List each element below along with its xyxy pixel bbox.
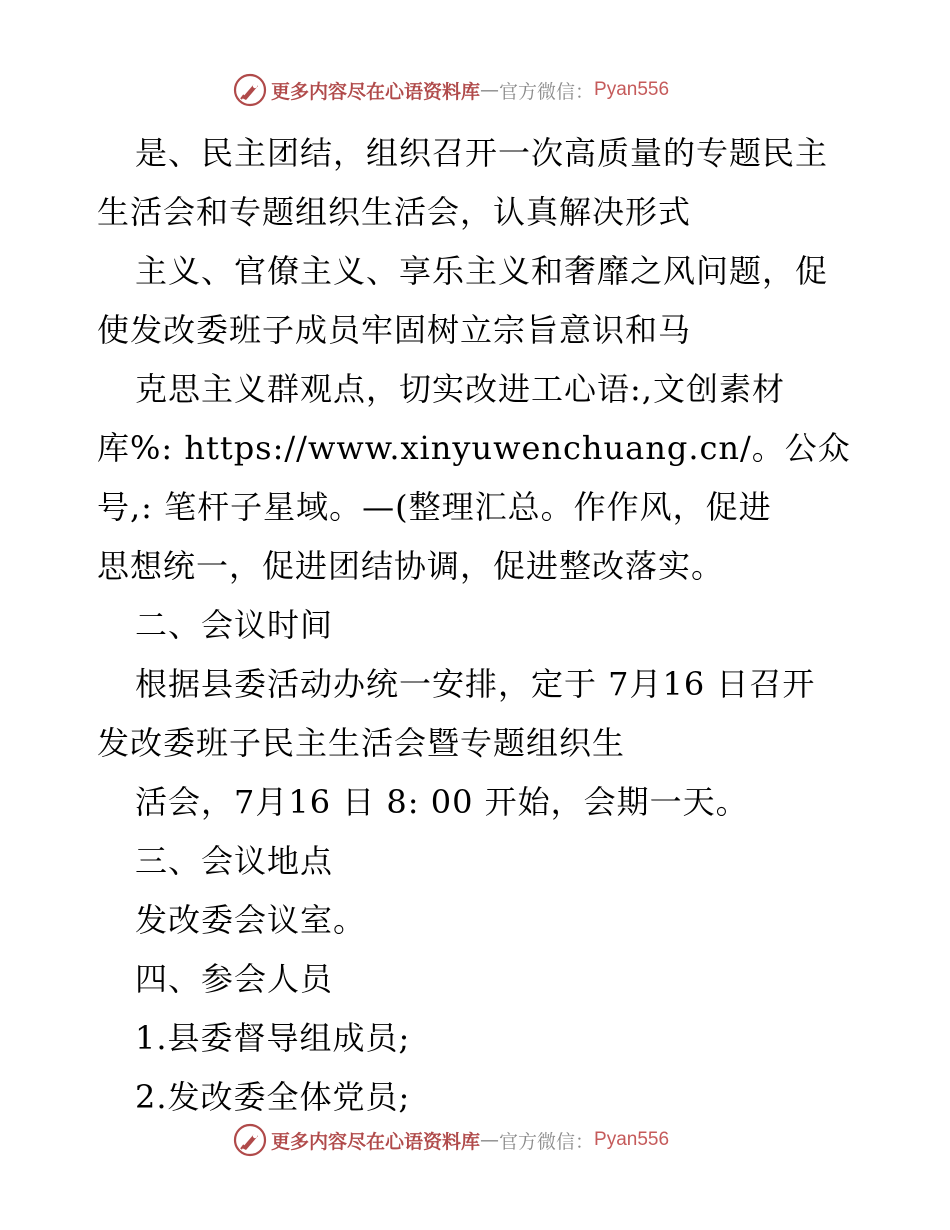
section-heading: 二、会议时间 bbox=[135, 606, 334, 644]
paragraph-line: 克思主义群观点，切实改进工心语:,文创素材 bbox=[135, 370, 785, 408]
list-item: 1.县委督导组成员; bbox=[135, 1019, 411, 1057]
paragraph-line: 活会，7月16 日 8: 00 开始，会期一天。 bbox=[135, 783, 749, 821]
header-watermark bbox=[233, 72, 669, 108]
document-body bbox=[97, 124, 857, 1127]
paragraph-line: 号,: 笔杆子星域。—(整理汇总。作作风，促进 bbox=[97, 488, 772, 526]
watermark-dash: — bbox=[480, 1129, 500, 1151]
paragraph-line: 根据县委活动办统一安排，定于 7月16 日召开 bbox=[135, 665, 816, 703]
watermark-wechat-id: Pyan556 bbox=[594, 79, 670, 100]
watermark-dash: — bbox=[480, 79, 500, 101]
paragraph-line: 发改委会议室。 bbox=[135, 901, 367, 939]
watermark-slogan: 更多内容尽在心语资料库 bbox=[271, 80, 481, 103]
paragraph-line: 生活会和专题组织生活会，认真解决形式 bbox=[97, 193, 692, 231]
watermark-label: 官方微信： bbox=[499, 1130, 595, 1153]
pen-nib-circle-logo-icon bbox=[233, 73, 267, 107]
paragraph-line: 使发改委班子成员牢固树立宗旨意识和马 bbox=[97, 311, 692, 349]
paragraph-line: 是、民主团结，组织召开一次高质量的专题民主 bbox=[135, 134, 829, 172]
watermark-label: 官方微信： bbox=[499, 80, 595, 103]
footer-watermark bbox=[233, 1122, 669, 1158]
section-heading: 三、会议地点 bbox=[135, 842, 334, 880]
paragraph-line: 主义、官僚主义、享乐主义和奢靡之风问题，促 bbox=[135, 252, 829, 290]
pen-nib-circle-logo-icon bbox=[233, 1123, 267, 1157]
paragraph-line: 库%: https://www.xinyuwenchuang.cn/。公众 bbox=[97, 429, 851, 467]
paragraph-line: 发改委班子民主生活会暨专题组织生 bbox=[97, 724, 626, 762]
watermark-wechat-id: Pyan556 bbox=[594, 1129, 670, 1150]
watermark-slogan: 更多内容尽在心语资料库 bbox=[271, 1130, 481, 1153]
paragraph-line: 思想统一，促进团结协调，促进整改落实。 bbox=[97, 547, 725, 585]
list-item: 2.发改委全体党员; bbox=[135, 1078, 411, 1116]
section-heading: 四、参会人员 bbox=[135, 960, 334, 998]
